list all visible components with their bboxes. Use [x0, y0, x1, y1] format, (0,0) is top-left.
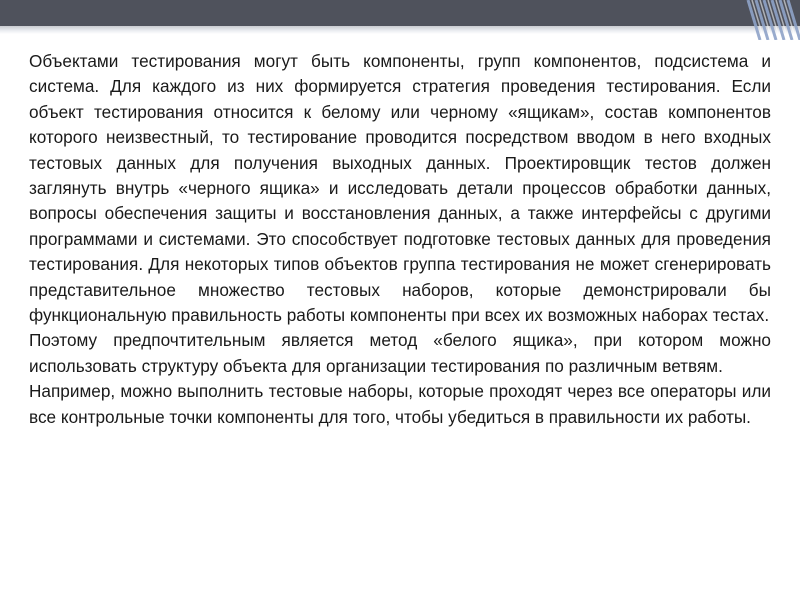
header-band [0, 0, 800, 26]
paragraph-example: Например, можно выполнить тестовые наборы, которые проходят через все операторы или все контрольные точки компоненты для того, чтобы убедиться в правильности их работы. [29, 381, 771, 427]
header-shadow [0, 26, 800, 34]
paragraph-test-objects: Объектами тестирования могут быть компоненты, групп компонентов, подсистема и система. Для каждого из них формируется стратегия проведения тестирования. Если объект тестирования относится к белому или черному «ящикам», состав компонентов которого неизвестный, то тестирование проводится посредством вводом в него входных тестовых данных для получения выходных данных. Проектировщик тестов должен заглянуть внутрь «черного ящика» и исследовать детали процессов обработки данных, вопросы обеспечения защиты и восстановления данных, а также интерфейсы с другими программами и системами. Это способствует подготовке тестовых данных для проведения тестирования. Для некоторых типов объектов группа тестирования не может сгенерировать представительное множество тестовых наборов, которые демонстрировали бы функциональную правильность работы компоненты при всех их возможных наборах тестах. [29, 51, 771, 326]
corner-stripes-decoration [730, 0, 800, 40]
paragraph-white-box-method: Поэтому предпочтительным является метод «белого ящика», при котором можно использовать структуру объекта для организации тестирования по различным ветвям. [29, 330, 771, 376]
slide-body-text [29, 49, 771, 430]
